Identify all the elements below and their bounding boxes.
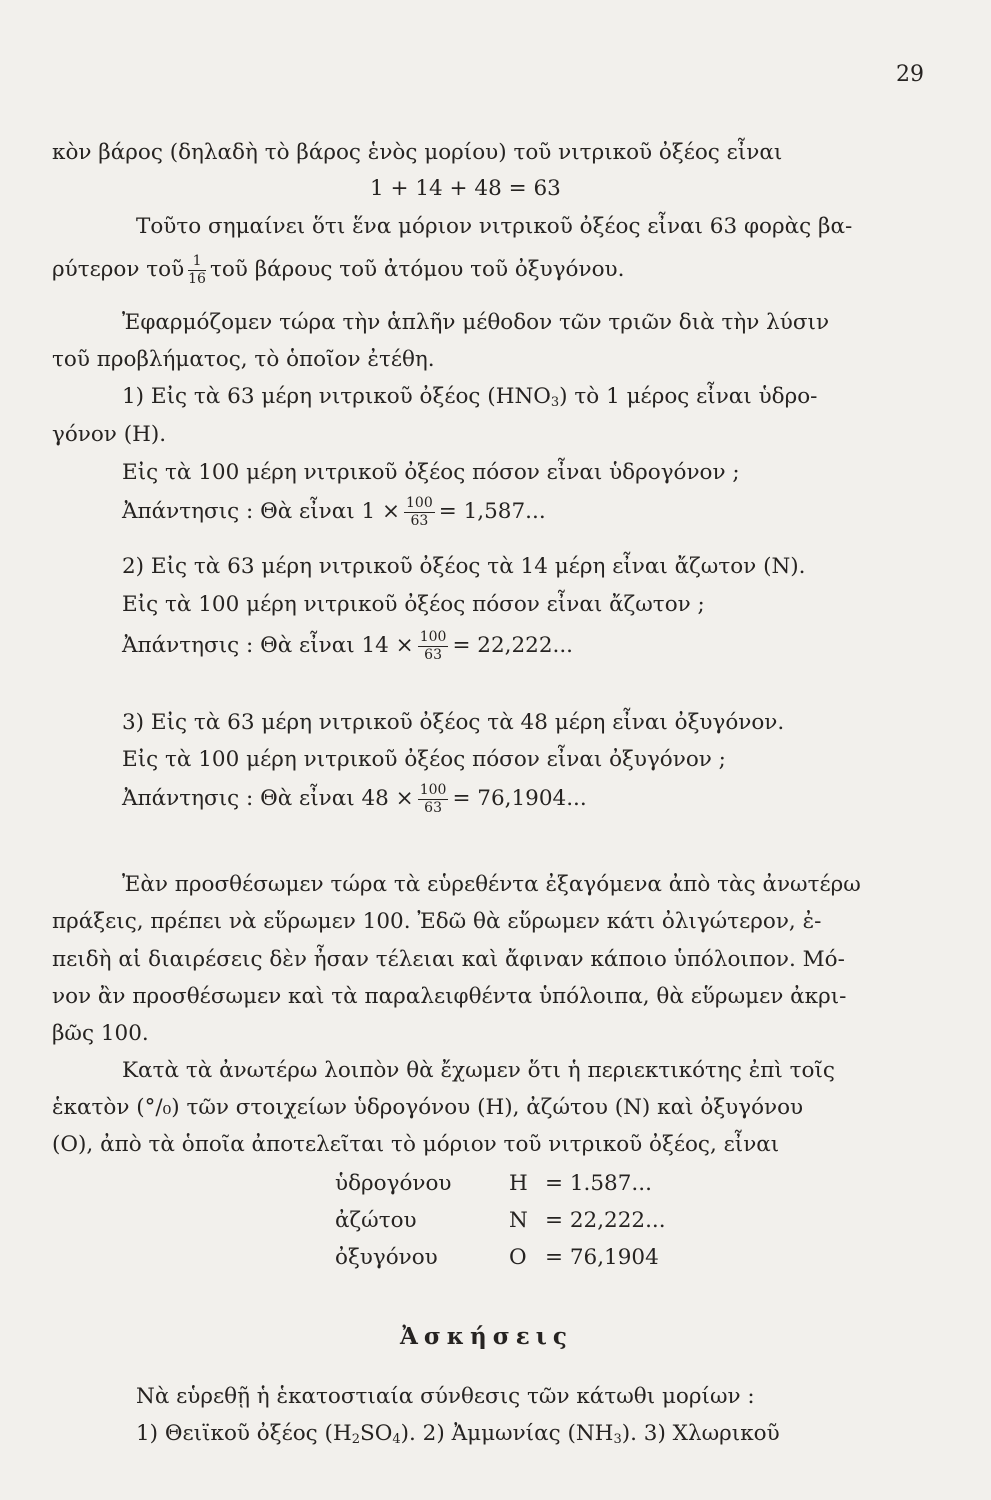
fraction-numerator: 1: [188, 254, 206, 271]
page-number: 29: [896, 62, 924, 87]
fraction: [188, 254, 206, 286]
fraction: [418, 783, 449, 815]
text-line: βῶς 100.: [52, 1021, 149, 1046]
fraction: [418, 630, 449, 662]
text-segment: 1) Θειϊκοῦ ὀξέος (H: [136, 1421, 352, 1446]
text-line: κὸν βάρος (δηλαδὴ τὸ βάρος ἑνὸς μορίου) τοῦ νιτρικοῦ ὀξέος εἶναι: [52, 140, 783, 165]
text-segment: ρύτερον τοῦ: [52, 257, 185, 283]
text-segment: = 76,1904...: [452, 786, 587, 812]
text-line: πειδὴ αἱ διαιρέσεις δὲν ἦσαν τέλειαι καὶ ἄφιναν κάποιο ὑπόλοιπον. Μό-: [52, 947, 845, 972]
element-name: ἀζώτου: [335, 1208, 417, 1233]
answer-line: [122, 783, 587, 815]
text-segment: SO: [359, 1421, 393, 1446]
fraction-denominator: 63: [424, 799, 442, 816]
subscript: 2: [351, 1432, 360, 1447]
element-symbol: N: [509, 1208, 528, 1233]
subscript: 3: [550, 395, 560, 410]
text-line: γόνον (H).: [52, 422, 167, 447]
text-segment: Ἀπάντησις : Θὰ εἶναι 48 ×: [122, 786, 414, 812]
text-line: τοῦ προβλήματος, τὸ ὁποῖον ἐτέθη.: [52, 347, 435, 372]
element-name: ὑδρογόνου: [335, 1171, 452, 1196]
text-line: 3) Εἰς τὰ 63 μέρη νιτρικοῦ ὀξέος τὰ 48 μέρη εἶναι ὀξυγόνον.: [122, 710, 785, 735]
text-line: Κατὰ τὰ ἀνωτέρω λοιπὸν θὰ ἔχωμεν ὅτι ἡ περιεκτικότης ἐπὶ τοῖς: [122, 1058, 835, 1083]
text-line: νον ἂν προσθέσωμεν καὶ τὰ παραλειφθέντα ὑπόλοιπα, θὰ εὕρωμεν ἀκρι-: [52, 984, 847, 1009]
subscript: 4: [392, 1432, 401, 1447]
text-line: Εἰς τὰ 100 μέρη νιτρικοῦ ὀξέος πόσον εἶναι ὀξυγόνον ;: [122, 747, 726, 772]
exercise-line: [136, 1423, 780, 1446]
fraction-denominator: 63: [424, 646, 442, 663]
fraction-denominator: 63: [410, 512, 429, 529]
fraction-numerator: 100: [406, 495, 433, 511]
text-line: Τοῦτο σημαίνει ὅτι ἕνα μόριον νιτρικοῦ ὀξέος εἶναι 63 φορὰς βα-: [136, 214, 853, 239]
text-line: Ἐὰν προσθέσωμεν τώρα τὰ εὑρεθέντα ἐξαγόμενα ἀπὸ τὰς ἀνωτέρω: [122, 872, 861, 897]
text-line: Εἰς τὰ 100 μέρη νιτρικοῦ ὀξέος πόσον εἶναι ἄζωτον ;: [122, 592, 705, 617]
text-line: 2) Εἰς τὰ 63 μέρη νιτρικοῦ ὀξέος τὰ 14 μέρη εἶναι ἄζωτον (N).: [122, 554, 806, 579]
text-segment: ). 2) Ἀμμωνίας (NH: [400, 1421, 614, 1446]
text-segment: = 22,222...: [452, 633, 574, 659]
text-segment: ). 3) Χλωρικοῦ: [621, 1421, 780, 1446]
text-line-with-fraction: [52, 254, 624, 286]
section-heading: Ἀσκήσεις: [400, 1323, 573, 1350]
element-name: ὀξυγόνου: [335, 1245, 438, 1270]
text-segment: ) τῶν στοιχείων ὑδρογόνου (H), ἀζώτου (N) καὶ ὀξυγόνου: [171, 1095, 804, 1120]
text-line: (O), ἀπὸ τὰ ὁποῖα ἀποτελεῖται τὸ μόριον τοῦ νιτρικοῦ ὀξέος, εἶναι: [52, 1132, 780, 1157]
text-line: [122, 386, 817, 409]
element-symbol: H: [509, 1171, 528, 1196]
answer-line: [122, 630, 573, 662]
text-segment: Ἀπάντησις : Θὰ εἶναι 14 ×: [122, 633, 414, 659]
element-value: = 1.587...: [545, 1171, 652, 1196]
text-segment: 1) Εἰς τὰ 63 μέρη νιτρικοῦ ὀξέος (HNO: [122, 384, 551, 409]
text-segment: τοῦ βάρους τοῦ ἀτόμου τοῦ ὀξυγόνου.: [209, 257, 625, 283]
text-segment: ἑκατὸν (: [52, 1095, 145, 1120]
equation-line: 1 + 14 + 48 = 63: [370, 176, 561, 201]
text-segment: Ἀπάντησις : Θὰ εἶναι 1 ×: [122, 499, 401, 525]
element-value: = 76,1904: [545, 1245, 659, 1270]
text-line: Εἰς τὰ 100 μέρη νιτρικοῦ ὀξέος πόσον εἶναι ὑδρογόνον ;: [122, 460, 740, 485]
text-line: πράξεις, πρέπει νὰ εὕρωμεν 100. Ἐδῶ θὰ εὕρωμεν κάτι ὀλιγώτερον, ἐ-: [52, 909, 822, 934]
fraction: [404, 496, 435, 528]
text-segment: ) τὸ 1 μέρος εἶναι ὑδρο-: [559, 384, 818, 409]
element-value: = 22,222...: [545, 1208, 666, 1233]
percent-sign: °/₀: [144, 1095, 172, 1120]
fraction-denominator: 16: [188, 270, 206, 287]
text-line: [52, 1097, 803, 1119]
subscript: 3: [613, 1432, 622, 1447]
fraction-numerator: 100: [419, 782, 447, 798]
fraction-numerator: 100: [419, 629, 447, 645]
exercise-intro: Νὰ εὑρεθῇ ἡ ἑκατοστιαία σύνθεσις τῶν κάτωθι μορίων :: [136, 1384, 755, 1409]
text-segment: = 1,587...: [438, 499, 546, 525]
answer-line: [122, 496, 546, 528]
element-symbol: O: [509, 1245, 527, 1270]
text-line: Ἐφαρμόζομεν τώρα τὴν ἁπλῆν μέθοδον τῶν τριῶν διὰ τὴν λύσιν: [122, 310, 830, 335]
